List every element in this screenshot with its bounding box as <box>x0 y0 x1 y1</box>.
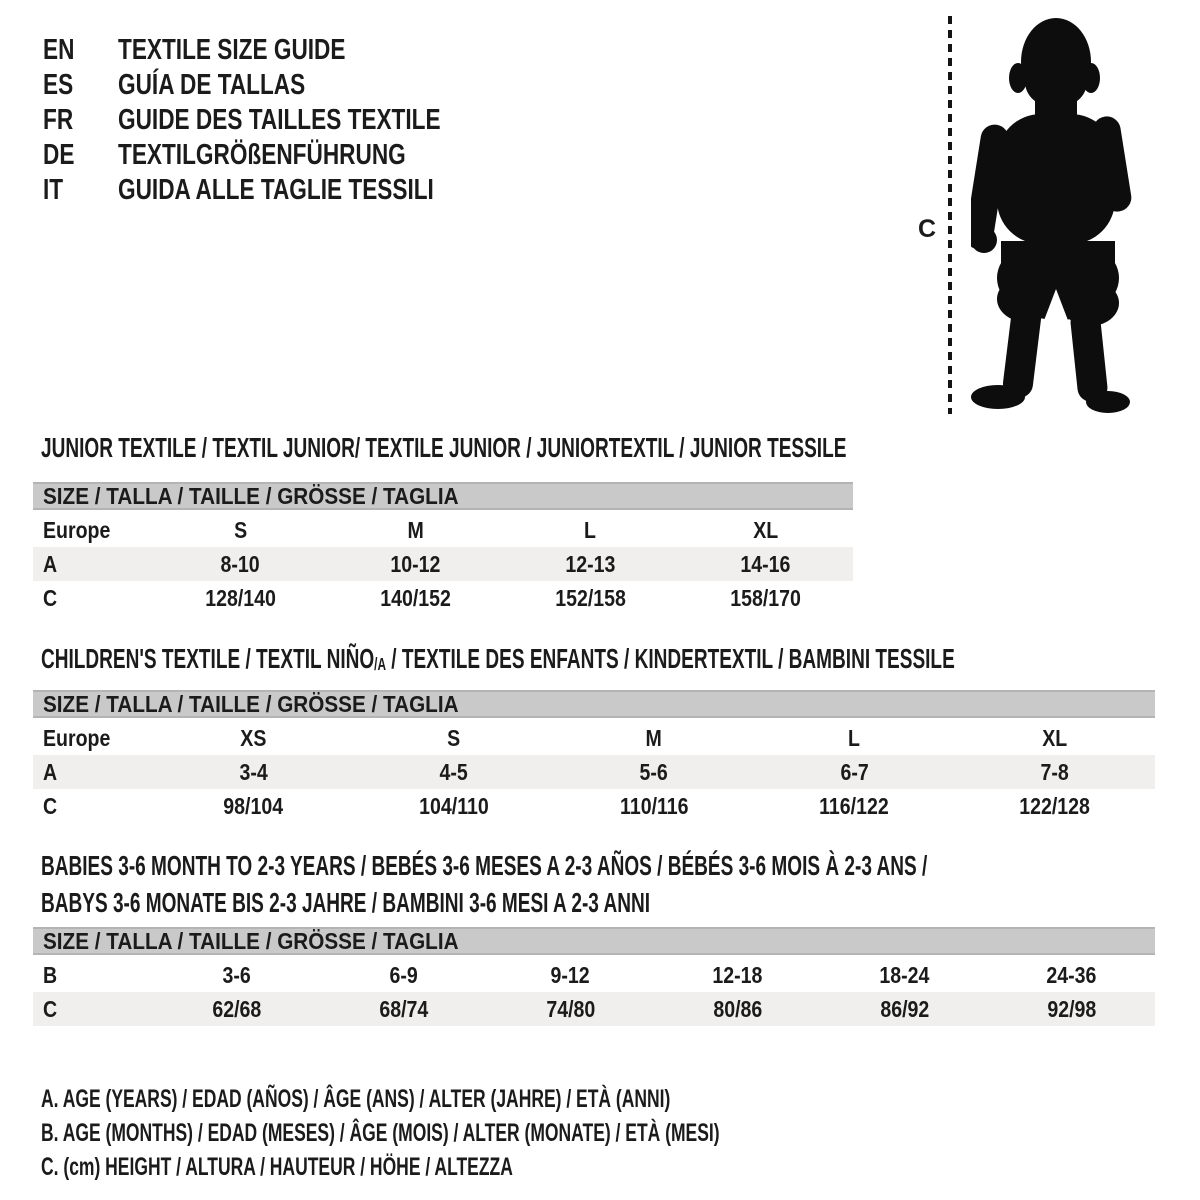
language-code <box>43 33 118 68</box>
language-title-list <box>43 33 532 208</box>
row-label-cell <box>33 789 153 823</box>
language-label <box>118 138 487 173</box>
junior-title-text: JUNIOR TEXTILE / TEXTIL JUNIOR/ TEXTILE JUNIOR / JUNIORTEXTIL / JUNIOR TESSILE <box>41 432 847 463</box>
language-row-it <box>43 173 532 208</box>
row-label-cell <box>33 755 153 789</box>
legend-line-b <box>41 1116 1010 1150</box>
language-label-text: GUIDA ALLE TAGLIE TESSILI <box>118 174 434 206</box>
cell-text: 68/74 <box>379 996 428 1022</box>
cell-text: S <box>447 725 461 751</box>
babies-size-table <box>33 927 1155 1026</box>
table-row-age <box>33 755 1155 789</box>
cell-text: 8-10 <box>220 551 261 577</box>
table-cell <box>153 547 328 581</box>
cell-text: 110/116 <box>619 793 689 819</box>
language-label <box>118 103 532 138</box>
table-cell <box>503 547 678 581</box>
cell-text: 9-12 <box>550 962 591 988</box>
cell-text: 24-36 <box>1046 962 1097 988</box>
table-cell <box>678 513 853 547</box>
cell-text: 104/110 <box>418 793 489 819</box>
language-code-text: FR <box>43 104 74 136</box>
legend-line-a-text: A. AGE (YEARS) / EDAD (AÑOS) / ÂGE (ANS) / ALTER (JAHRE) / ETÀ (ANNI) <box>41 1085 671 1113</box>
cell-text: 7-8 <box>1040 759 1069 785</box>
table-cell <box>328 513 503 547</box>
row-label-cell <box>33 992 153 1026</box>
table-cell <box>988 992 1155 1026</box>
size-header-text: SIZE / TALLA / TAILLE / GRÖSSE / TAGLIA <box>43 691 459 717</box>
cell-text: XL <box>753 517 778 543</box>
cell-text: 128/140 <box>205 585 276 611</box>
row-label-cell <box>33 721 153 755</box>
cell-text: Europe <box>43 517 111 543</box>
table-cell <box>503 581 678 615</box>
children-title-sub: /A <box>374 654 386 675</box>
size-header-bar <box>33 690 1155 718</box>
language-label <box>118 68 358 103</box>
language-label <box>118 173 523 208</box>
row-label-cell <box>33 547 153 581</box>
table-cell <box>353 721 553 755</box>
size-header-bar <box>33 927 1155 955</box>
language-code-text: IT <box>43 174 64 206</box>
babies-title-line1-text: BABIES 3-6 MONTH TO 2-3 YEARS / BEBÉS 3-6 MESES A 2-3 AÑOS / BÉBÉS 3-6 MOIS À 2-3 ANS / <box>41 850 928 881</box>
junior-section-title <box>41 432 1200 464</box>
table-cell <box>678 547 853 581</box>
babies-title-line2-text: BABYS 3-6 MONATE BIS 2-3 JAHRE / BAMBINI 3-6 MESI A 2-3 ANNI <box>41 887 651 918</box>
table-cell <box>754 755 954 789</box>
language-code-text: EN <box>43 34 75 66</box>
cell-text: XS <box>240 725 267 751</box>
table-cell <box>353 755 553 789</box>
language-code <box>43 138 118 173</box>
language-row-en <box>43 33 532 68</box>
language-row-es <box>43 68 532 103</box>
language-row-de <box>43 138 532 173</box>
cell-text: 12-13 <box>565 551 616 577</box>
table-cell <box>988 958 1155 992</box>
cell-text: A <box>43 551 58 577</box>
children-title-pre: CHILDREN'S TEXTILE / TEXTIL NIÑO <box>41 643 375 674</box>
language-code <box>43 173 118 208</box>
table-cell <box>754 721 954 755</box>
cell-text: 12-18 <box>712 962 763 988</box>
row-label-cell <box>33 581 153 615</box>
legend-line-a <box>41 1082 1010 1116</box>
height-measure-figure <box>895 14 1175 420</box>
cell-text: 86/92 <box>880 996 929 1022</box>
table-cell <box>153 721 353 755</box>
table-row-age <box>33 547 853 581</box>
language-label-text: TEXTILGRÖßENFÜHRUNG <box>118 139 406 171</box>
row-label-cell <box>33 513 153 547</box>
legend-line-c-text: C. (cm) HEIGHT / ALTURA / HAUTEUR / HÖHE / ALTEZZA <box>41 1153 513 1181</box>
cell-text: C <box>43 585 58 611</box>
table-cell <box>554 721 754 755</box>
table-cell <box>654 958 821 992</box>
language-code-text: DE <box>43 139 75 171</box>
children-section-title <box>41 643 1200 680</box>
table-row-europe <box>33 721 1155 755</box>
cell-text: S <box>233 517 248 543</box>
table-cell <box>153 789 353 823</box>
cell-text: M <box>407 517 424 543</box>
junior-size-table <box>33 482 853 615</box>
cell-text: 62/68 <box>212 996 261 1022</box>
table-cell <box>153 958 320 992</box>
cell-text: Europe <box>43 725 111 751</box>
language-row-fr <box>43 103 532 138</box>
cell-text: 4-5 <box>439 759 468 785</box>
table-row-height <box>33 581 853 615</box>
table-cell <box>503 513 678 547</box>
language-label-text: GUÍA DE TALLAS <box>118 69 306 101</box>
cell-text: 140/152 <box>380 585 451 611</box>
table-cell <box>554 789 754 823</box>
cell-text: 10-12 <box>390 551 441 577</box>
table-cell <box>153 581 328 615</box>
babies-title-line1 <box>41 847 1200 884</box>
table-cell <box>955 755 1155 789</box>
cell-text: 5-6 <box>639 759 669 785</box>
cell-text: A <box>43 759 58 785</box>
table-cell <box>320 958 487 992</box>
table-row-months <box>33 958 1155 992</box>
legend-line-c <box>41 1150 1010 1184</box>
cell-text: 122/128 <box>1019 793 1091 819</box>
cell-text: 6-9 <box>389 962 418 988</box>
table-cell <box>153 755 353 789</box>
children-title-text <box>41 643 955 680</box>
cell-text: XL <box>1042 725 1068 751</box>
table-cell <box>328 581 503 615</box>
cell-text: C <box>43 996 58 1022</box>
measure-c-label: C <box>918 215 937 243</box>
cell-text: L <box>848 725 861 751</box>
language-label-text: TEXTILE SIZE GUIDE <box>118 34 346 66</box>
language-label-text: GUIDE DES TAILLES TEXTILE <box>118 104 441 136</box>
cell-text: 18-24 <box>879 962 930 988</box>
cell-text: M <box>645 725 663 751</box>
cell-text: L <box>584 517 597 543</box>
table-cell <box>353 789 553 823</box>
cell-text: C <box>43 793 58 819</box>
table-cell <box>487 958 654 992</box>
cell-text: 98/104 <box>223 793 284 819</box>
table-cell <box>754 789 954 823</box>
size-header-text: SIZE / TALLA / TAILLE / GRÖSSE / TAGLIA <box>43 928 459 954</box>
table-cell <box>328 547 503 581</box>
cell-text: 74/80 <box>546 996 595 1022</box>
cell-text: 158/170 <box>730 585 801 611</box>
size-header-text: SIZE / TALLA / TAILLE / GRÖSSE / TAGLIA <box>43 483 459 509</box>
language-code <box>43 68 118 103</box>
table-cell <box>821 958 988 992</box>
table-cell <box>955 721 1155 755</box>
cell-text: 92/98 <box>1047 996 1096 1022</box>
baby-silhouette <box>971 16 1133 414</box>
cell-text: 6-7 <box>840 759 869 785</box>
row-label-cell <box>33 958 153 992</box>
table-cell <box>955 789 1155 823</box>
table-cell <box>320 992 487 1026</box>
babies-section-title <box>41 847 1200 921</box>
cell-text: 80/86 <box>713 996 762 1022</box>
table-cell <box>554 755 754 789</box>
language-code <box>43 103 118 138</box>
cell-text: 3-6 <box>222 962 251 988</box>
cell-text: 14-16 <box>740 551 791 577</box>
table-cell <box>821 992 988 1026</box>
cell-text: 3-4 <box>239 759 268 785</box>
table-row-height <box>33 789 1155 823</box>
language-label <box>118 33 410 68</box>
table-row-height <box>33 992 1155 1026</box>
language-code-text: ES <box>43 69 74 101</box>
table-cell <box>153 992 320 1026</box>
children-title-post: / TEXTILE DES ENFANTS / KINDERTEXTIL / BAMBINI TESSILE <box>385 643 955 674</box>
table-cell <box>153 513 328 547</box>
measure-legend <box>41 1082 1010 1184</box>
babies-title-line2 <box>41 884 1200 921</box>
table-row-europe <box>33 513 853 547</box>
children-size-table <box>33 690 1155 823</box>
table-cell <box>487 992 654 1026</box>
cell-text: 152/158 <box>555 585 626 611</box>
cell-text: B <box>43 962 58 988</box>
table-cell <box>678 581 853 615</box>
legend-line-b-text: B. AGE (MONTHS) / EDAD (MESES) / ÂGE (MOIS) / ALTER (MONATE) / ETÀ (MESI) <box>41 1119 720 1147</box>
table-cell <box>654 992 821 1026</box>
size-header-bar <box>33 482 853 510</box>
height-dashed-line <box>948 16 952 414</box>
cell-text: 116/122 <box>819 793 890 819</box>
